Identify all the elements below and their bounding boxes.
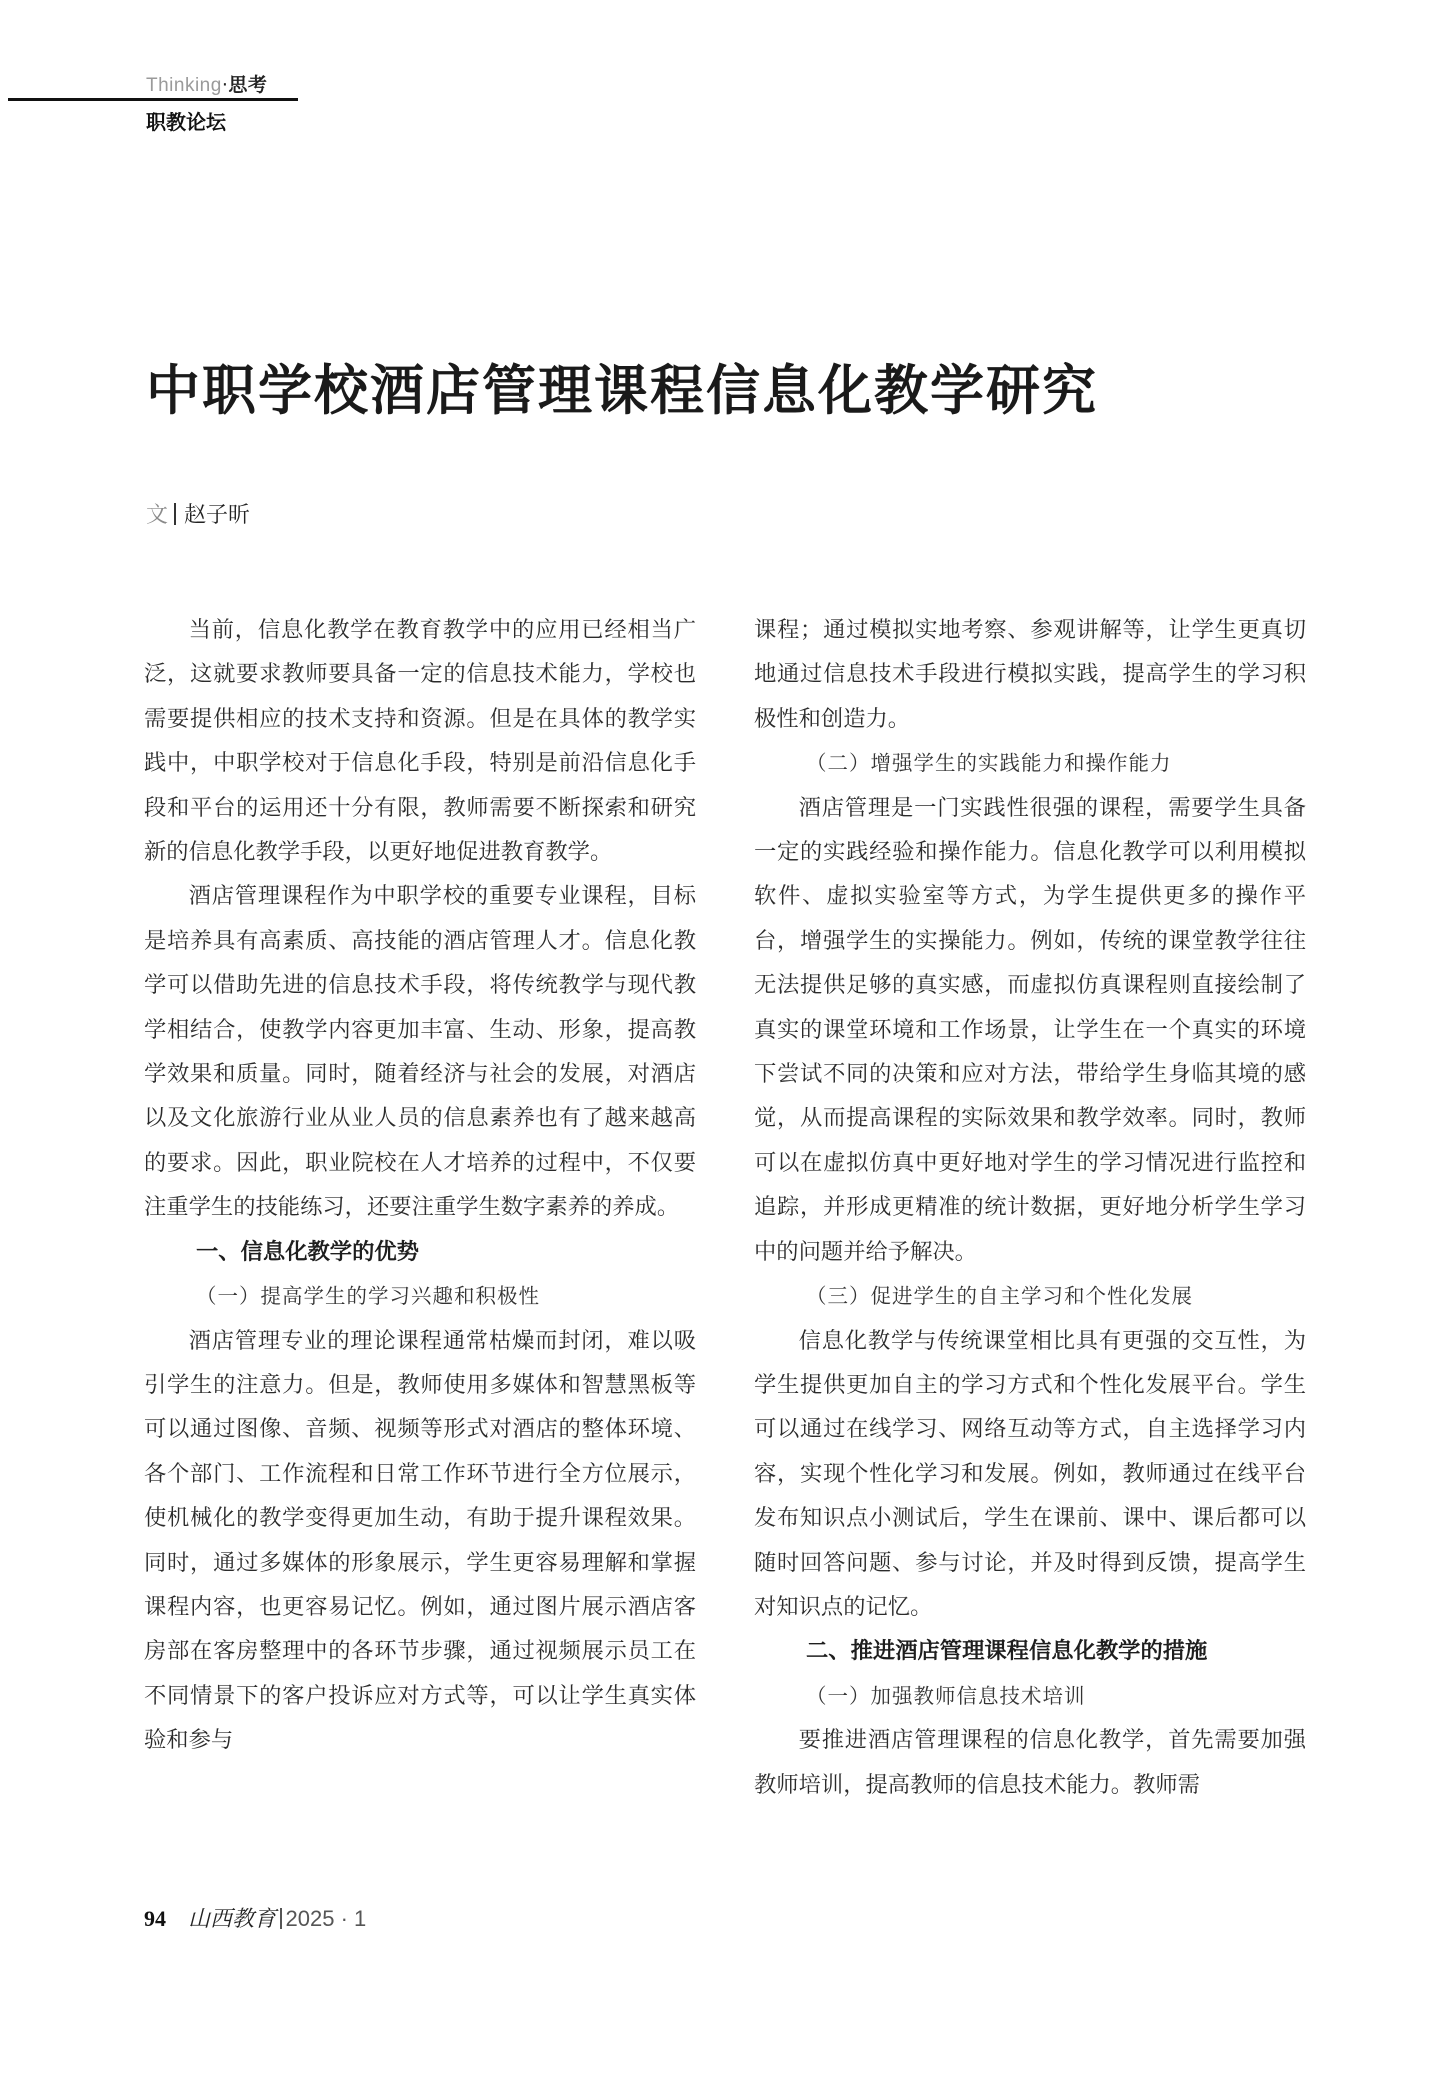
- subsection-heading: （一）加强教师信息技术培训: [806, 1683, 1086, 1708]
- column-name: 职教论坛: [146, 110, 226, 134]
- page-number: 94: [144, 1906, 166, 1931]
- journal-name: 山西教育: [188, 1907, 277, 1932]
- subsection-heading: （一）提高学生的学习兴趣和积极性: [196, 1284, 540, 1309]
- subsection-heading: （二）增强学生的实践能力和操作能力: [806, 751, 1172, 776]
- paragraph-continuation: 课程；通过模拟实地考察、参观讲解等，让学生更真切地通过信息技术手段进行模拟实践，提高学生的学习积极性和创造力。: [754, 617, 1306, 732]
- paragraph: 酒店管理课程作为中职学校的重要专业课程，目标是培养具有高素质、高技能的酒店管理人才。信息化教学可以借助先进的信息技术手段，将传统教学与现代教学相结合，使教学内容更加丰富、生动、形象，提高教学效果和质量。同时，随着经济与社会的发展，对酒店以及文化旅游行业从业人员的信息素养也有了越来越高的要求。因此，职业院校在人才培养的过程中，不仅要注重学生的技能练习，还要注重学生数字素养的养成。: [144, 883, 696, 1221]
- left-column: [144, 608, 696, 1763]
- section-tag: [146, 70, 267, 97]
- paragraph: 当前，信息化教学在教育教学中的应用已经相当广泛，这就要求教师要具备一定的信息技术能力，学校也需要提供相应的技术支持和资源。但是在具体的教学实践中，中职学校对于信息化手段，特别是前沿信息化手段和平台的运用还十分有限，教师需要不断探索和研究新的信息化教学手段，以更好地促进教育教学。: [144, 617, 696, 866]
- issue-number: 2025 · 1: [285, 1906, 367, 1931]
- header-rule: [8, 98, 298, 101]
- paragraph: 酒店管理是一门实践性很强的课程，需要学生具备一定的实践经验和操作能力。信息化教学可以利用模拟软件、虚拟实验室等方式，为学生提供更多的操作平台，增强学生的实操能力。例如，传统的课堂教学往往无法提供足够的真实感，而虚拟仿真课程则直接绘制了真实的课堂环境和工作场景，让学生在一个真实的环境下尝试不同的决策和应对方法，带给学生身临其境的感觉，从而提高课程的实际效果和教学效率。同时，教师可以在虚拟仿真中更好地对学生的学习情况进行监控和追踪，并形成更精准的统计数据，更好地分析学生学习中的问题并给予解决。: [754, 794, 1306, 1265]
- paragraph: 要推进酒店管理课程的信息化教学，首先需要加强教师培训，提高教师的信息技术能力。教师需: [754, 1727, 1306, 1798]
- right-column: [754, 608, 1306, 1807]
- paragraph: 信息化教学与传统课堂相比具有更强的交互性，为学生提供更加自主的学习方式和个性化发展平台。学生可以通过在线学习、网络互动等方式，自主选择学习内容，实现个性化学习和发展。例如，教师通过在线平台发布知识点小测试后，学生在课前、课中、课后都可以随时回答问题、参与讨论，并及时得到反馈，提高学生对知识点的记忆。: [754, 1327, 1306, 1620]
- section-heading: 二、推进酒店管理课程信息化教学的措施: [806, 1638, 1208, 1665]
- author-name: 赵子昕: [184, 503, 251, 528]
- byline: [146, 498, 250, 529]
- section-tag-separator: ·: [221, 74, 229, 96]
- byline-divider: [174, 503, 176, 525]
- paragraph: 酒店管理专业的理论课程通常枯燥而封闭，难以吸引学生的注意力。但是，教师使用多媒体和智慧黑板等可以通过图像、音频、视频等形式对酒店的整体环境、各个部门、工作流程和日常工作环节进行全方位展示，使机械化的教学变得更加生动，有助于提升课程效果。同时，通过多媒体的形象展示，学生更容易理解和掌握课程内容，也更容易记忆。例如，通过图片展示酒店客房部在客房整理中的各环节步骤，通过视频展示员工在不同情景下的客户投诉应对方式等，可以让学生真实体验和参与: [144, 1327, 696, 1754]
- byline-prefix: 文: [146, 503, 169, 528]
- subsection-heading: （三）促进学生的自主学习和个性化发展: [806, 1284, 1193, 1309]
- article-title: 中职学校酒店管理课程信息化教学研究: [146, 359, 1098, 422]
- section-tag-zh: 思考: [228, 74, 268, 96]
- page-footer: [144, 1902, 366, 1933]
- footer-divider: [280, 1908, 282, 1929]
- section-tag-en: Thinking: [146, 75, 222, 96]
- section-heading: 一、信息化教学的优势: [196, 1238, 419, 1265]
